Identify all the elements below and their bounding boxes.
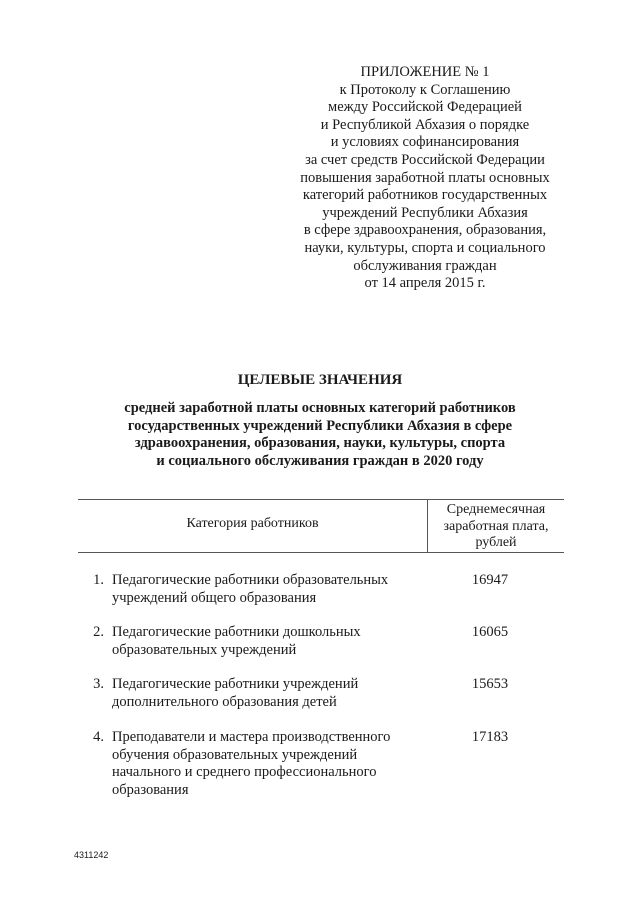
appendix-header — [280, 64, 570, 293]
row-category-line: дополнительного образования детей — [112, 693, 337, 710]
column-header-salary-line: Среднемесячная — [446, 502, 546, 517]
appendix-line: между Российской Федерацией — [328, 99, 522, 116]
row-category-line: начального и среднего профессионального — [112, 764, 377, 780]
row-salary-value: 16947 — [471, 572, 509, 588]
row-salary-value: 16065 — [471, 624, 509, 640]
row-salary-value: 15653 — [471, 676, 509, 692]
appendix-line: за счет средств Российской Федерации — [305, 151, 545, 168]
row-category-line: образования — [112, 781, 189, 798]
row-category-line: обучения образовательных учреждений — [112, 746, 358, 763]
row-category-line: учреждений общего образования — [112, 589, 317, 606]
subtitle-line: и социального обслуживания граждан в 2020 году — [156, 452, 484, 469]
row-number: 4. — [93, 729, 104, 745]
column-header-category: Категория работников — [186, 516, 319, 531]
row-salary-value: 17183 — [471, 729, 509, 745]
row-category-line: Преподаватели и мастера производственного — [112, 729, 391, 745]
row-category — [112, 624, 432, 659]
appendix-line: науки, культуры, спорта и социального — [304, 239, 546, 256]
row-number: 3. — [93, 676, 104, 692]
appendix-line: повышения заработной платы основных — [300, 169, 550, 186]
appendix-line: и условиях софинансирования — [330, 134, 520, 151]
appendix-line: в сфере здравоохранения, образования, — [303, 222, 547, 239]
row-category-line: Педагогические работники дошкольных — [112, 624, 361, 640]
table-top-rule — [78, 499, 564, 500]
appendix-line: учреждений Республики Абхазия — [322, 204, 528, 221]
appendix-line: и Республикой Абхазия о порядке — [320, 116, 530, 133]
row-category — [112, 676, 432, 711]
row-category — [112, 572, 432, 607]
appendix-line: ПРИЛОЖЕНИЕ № 1 — [360, 64, 490, 80]
row-category-line: Педагогические работники образовательных — [112, 572, 389, 588]
appendix-line: к Протоколу к Соглашению — [339, 81, 511, 98]
column-header-salary-line: заработная плата, — [443, 518, 549, 534]
column-header-salary-line: рублей — [475, 535, 517, 550]
row-category-line: образовательных учреждений — [112, 641, 297, 658]
subtitle-line: государственных учреждений Республики Абхазия в сфере — [127, 417, 513, 434]
subtitle-line: здравоохранения, образования, науки, культуры, спорта — [134, 435, 506, 451]
document-subtitle — [80, 400, 560, 470]
document-title: ЦЕЛЕВЫЕ ЗНАЧЕНИЯ — [237, 372, 403, 388]
row-category — [112, 729, 432, 799]
row-number: 1. — [93, 572, 104, 588]
appendix-line: обслуживания граждан — [353, 257, 497, 274]
appendix-line: категорий работников государственных — [302, 187, 548, 204]
row-category-line: Педагогические работники учреждений — [112, 676, 359, 692]
row-number: 2. — [93, 624, 104, 640]
table-header-rule — [78, 552, 564, 553]
subtitle-line: средней заработной платы основных категорий работников — [124, 400, 516, 416]
document-number: 4311242 — [74, 850, 109, 860]
appendix-line: от 14 апреля 2015 г. — [364, 275, 486, 292]
column-header-salary — [428, 502, 564, 552]
